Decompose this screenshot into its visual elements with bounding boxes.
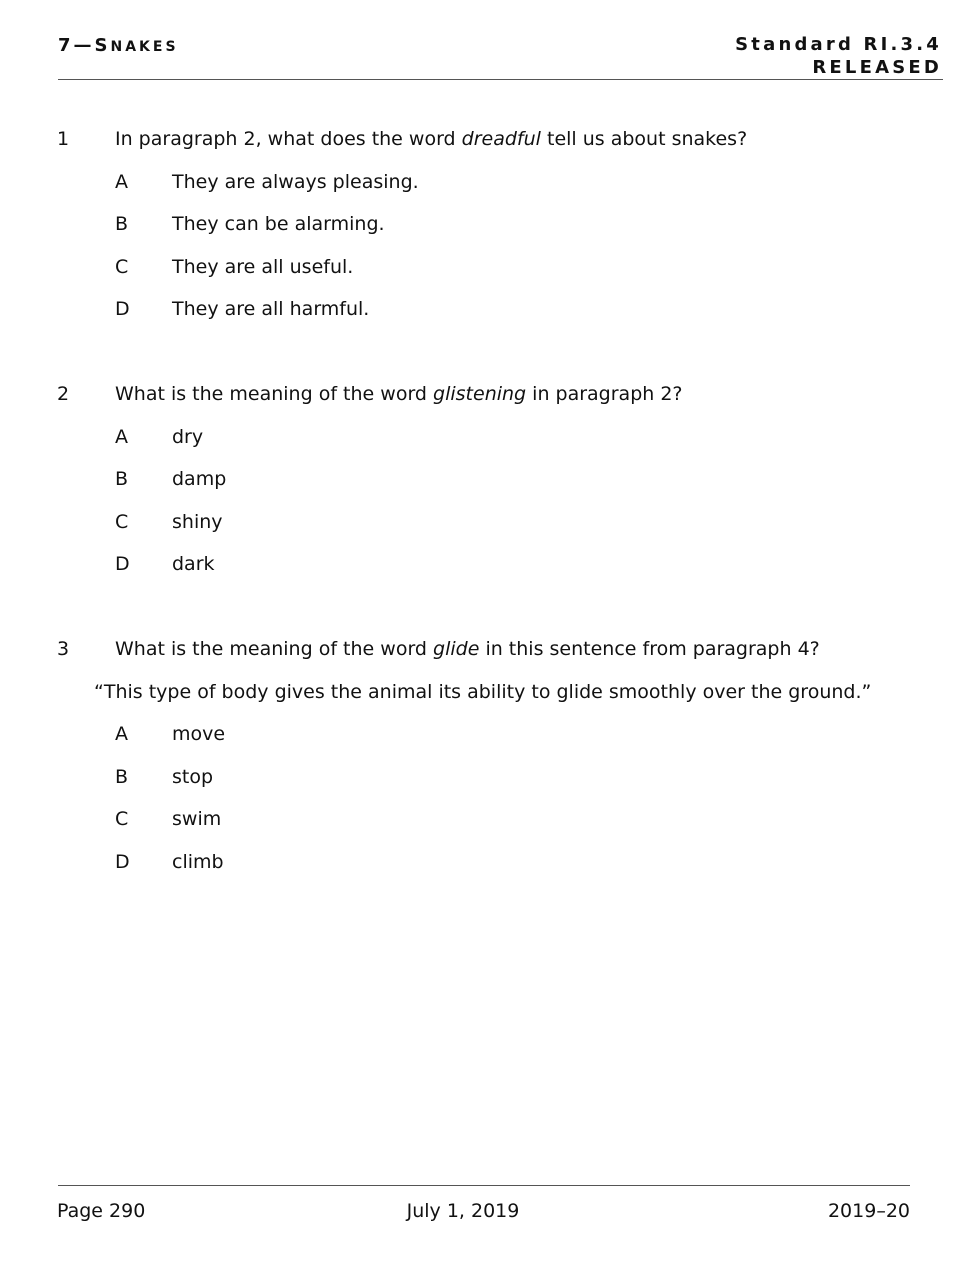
standard-label: Standard RI.3.4 — [735, 34, 942, 55]
footer-date: July 1, 2019 — [406, 1200, 520, 1222]
option-letter: B — [115, 213, 129, 235]
passage-title-rest: NAKES — [110, 39, 179, 55]
answer-option-b[interactable] — [0, 467, 979, 491]
header-divider — [58, 79, 943, 80]
passage-title-prefix: 7—S — [58, 35, 111, 56]
question-stem — [115, 637, 820, 661]
option-text: stop — [172, 766, 214, 788]
option-text: climb — [172, 851, 224, 873]
option-text: They are all useful. — [172, 256, 354, 278]
answer-option-a[interactable] — [0, 722, 979, 746]
option-letter: C — [115, 808, 129, 830]
option-letter: D — [115, 298, 130, 320]
answer-option-c[interactable] — [0, 510, 979, 534]
option-text: swim — [172, 808, 222, 830]
option-text: damp — [172, 468, 227, 490]
answer-option-a[interactable] — [0, 425, 979, 449]
option-letter: C — [115, 511, 129, 533]
option-text: They are always pleasing. — [172, 171, 419, 193]
quoted-sentence: “This type of body gives the animal its ability to glide smoothly over the ground.” — [94, 681, 872, 703]
option-text: They can be alarming. — [172, 213, 385, 235]
answer-option-c[interactable] — [0, 255, 979, 279]
stem-emphasis-word: glistening — [433, 383, 527, 405]
option-text: move — [172, 723, 226, 745]
stem-emphasis-word: glide — [433, 638, 480, 660]
answer-option-b[interactable] — [0, 765, 979, 789]
passage-title — [58, 35, 179, 56]
answer-option-d[interactable] — [0, 552, 979, 576]
stem-text-before: What is the meaning of the word — [115, 383, 434, 405]
stem-text-after: in paragraph 2? — [526, 383, 683, 405]
option-text: shiny — [172, 511, 223, 533]
option-text: dry — [172, 426, 204, 448]
footer-divider — [58, 1185, 910, 1186]
stem-text-before: What is the meaning of the word — [115, 638, 434, 660]
question-number: 1 — [57, 128, 70, 150]
option-letter: D — [115, 851, 130, 873]
school-year: 2019–20 — [827, 1200, 910, 1222]
option-text: They are all harmful. — [172, 298, 370, 320]
question-number: 2 — [57, 383, 70, 405]
question-number: 3 — [57, 638, 70, 660]
answer-option-a[interactable] — [0, 170, 979, 194]
answer-option-c[interactable] — [0, 807, 979, 831]
question-stem — [115, 382, 683, 406]
answer-option-d[interactable] — [0, 850, 979, 874]
released-label: RELEASED — [812, 57, 942, 78]
option-letter: A — [115, 723, 128, 745]
question-stem — [115, 127, 747, 151]
option-letter: C — [115, 256, 129, 278]
option-letter: A — [115, 171, 128, 193]
option-letter: B — [115, 468, 129, 490]
option-text: dark — [172, 553, 215, 575]
answer-option-b[interactable] — [0, 212, 979, 236]
stem-emphasis-word: dreadful — [461, 128, 541, 150]
option-letter: D — [115, 553, 130, 575]
option-letter: A — [115, 426, 128, 448]
answer-option-d[interactable] — [0, 297, 979, 321]
stem-text-before: In paragraph 2, what does the word — [115, 128, 462, 150]
page-number: Page 290 — [57, 1200, 146, 1222]
standard-block — [735, 33, 942, 79]
option-letter: B — [115, 766, 129, 788]
stem-text-after: in this sentence from paragraph 4? — [479, 638, 820, 660]
stem-text-after: tell us about snakes? — [540, 128, 748, 150]
